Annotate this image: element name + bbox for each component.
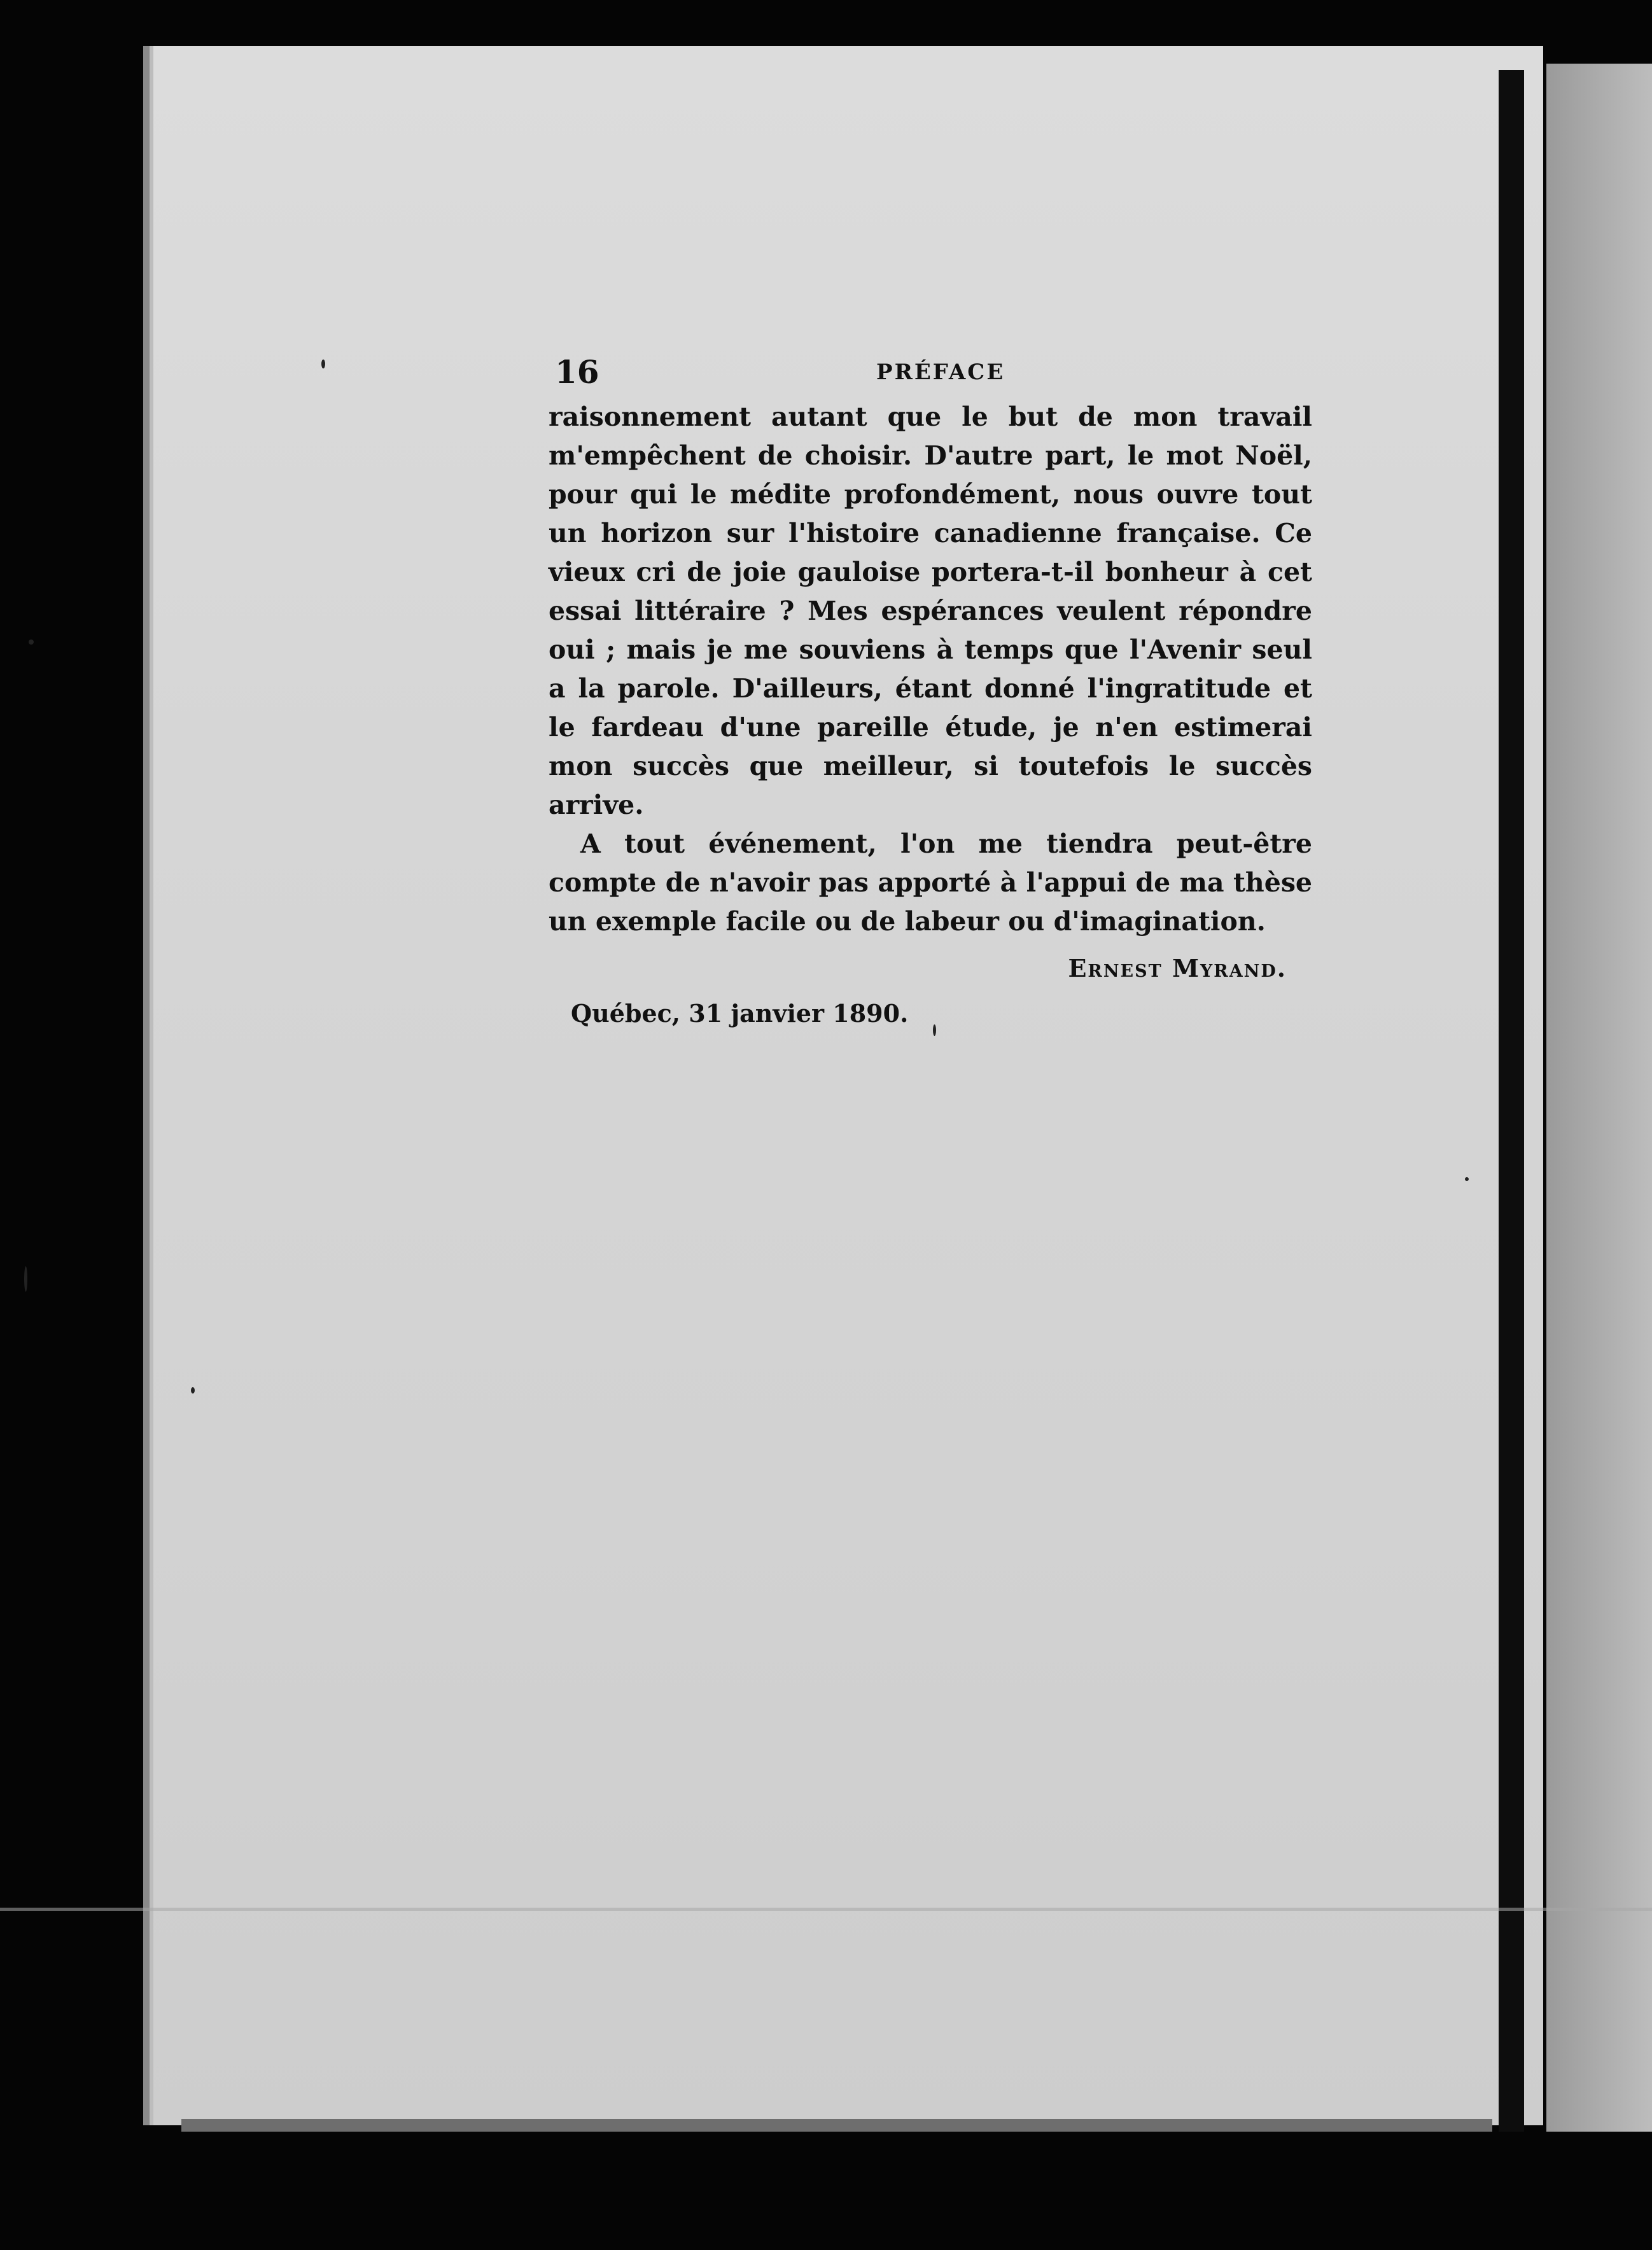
running-head <box>549 353 1312 398</box>
dust-speck <box>24 1266 27 1292</box>
page-text-block <box>549 353 1312 1028</box>
body-paragraph: A tout événement, l'on me tiendra peut-être compte de n'avoir pas apporté à l'appui de ma thèse un exemple facile ou de labeur ou d'imagination. <box>549 828 1312 937</box>
author-signature: Ernest Myrand. <box>1068 954 1287 982</box>
book-gutter <box>1499 70 1524 2132</box>
dust-speck <box>29 639 34 645</box>
page-number: 16 <box>555 353 599 391</box>
dust-speck <box>321 360 325 368</box>
scan-artifact-line <box>0 1908 1652 1911</box>
place-and-date: Québec, 31 janvier 1890. <box>571 999 909 1028</box>
body-paragraph: raisonnement autant que le but de mon travail m'empêchent de choisir. D'autre part, le mot Noël, pour qui le médite profondément, nous ouvre tout un horizon sur l'histoire canadienne française. Ce vieux cri de joie gauloise portera-t-il bonheur à cet essai littéraire ? Mes espérances veulent répondre oui ; mais je me souviens à temps que l'Avenir seul a la parole. D'ailleurs, étant donné l'ingratitude et le fardeau d'une pareille étude, je n'en estimerai mon succès que meilleur, si toutefois le succès arrive. <box>549 402 1312 820</box>
facing-page-edge <box>1546 64 1652 2132</box>
dust-speck <box>1465 1177 1469 1181</box>
running-head-title: PRÉFACE <box>876 360 1005 385</box>
dust-speck <box>191 1387 195 1394</box>
page-bottom-edge <box>181 2119 1492 2132</box>
